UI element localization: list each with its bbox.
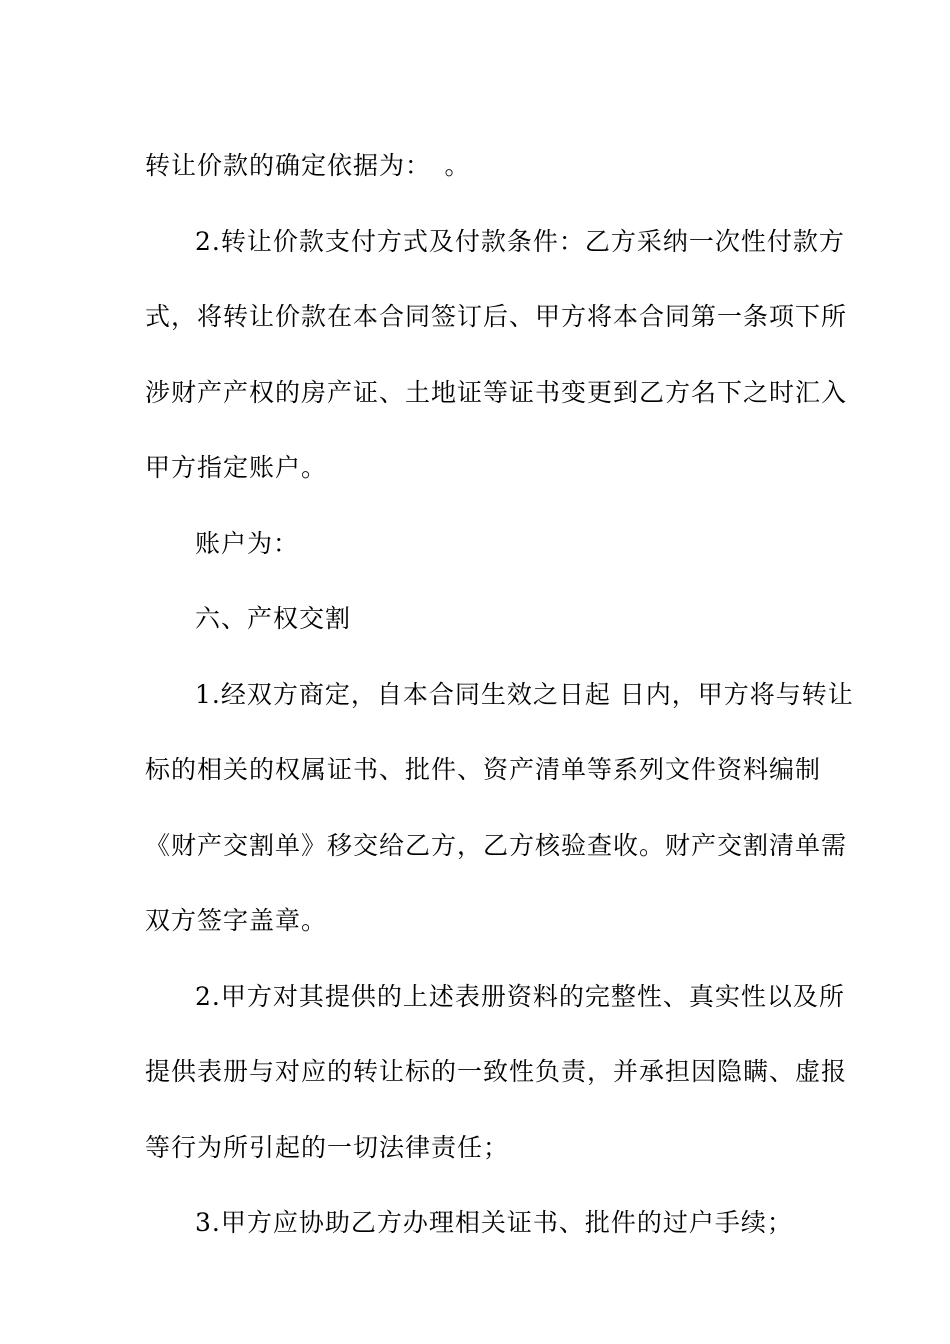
text-line: 涉财产产权的房产证、土地证等证书变更到乙方名下之时汇入 (145, 377, 848, 407)
text-line: 账户为： (195, 528, 300, 558)
text-line: 转让价款的确定依据为： 。 (145, 151, 471, 180)
text-line: 标的相关的权属证书、批件、资产清单等系列文件资料编制 (145, 755, 822, 784)
text-line: 1.经双方商定，自本合同生效之日起 日内，甲方将与转让 (195, 679, 854, 709)
text-line: 提供表册与对应的转让标的一致性负责，并承担因隐瞒、虚报 (145, 1057, 848, 1086)
text-line: 双方签字盖章。 (145, 906, 328, 935)
document-body (145, 128, 854, 1261)
text-line: 甲方指定账户。 (145, 453, 328, 482)
text-line: 3.甲方应协助乙方办理相关证书、批件的过户手续； (195, 1208, 793, 1237)
section-heading: 六、产权交割 (195, 604, 352, 633)
text-line: 《财产交割单》移交给乙方，乙方核验查收。财产交割清单需 (145, 830, 848, 860)
text-line: 等行为所引起的一切法律责任； (145, 1132, 510, 1162)
text-line: 式，将转让价款在本合同签订后、甲方将本合同第一条项下所 (145, 302, 848, 331)
text-line: 2.转让价款支付方式及付款条件：乙方采纳一次性付款方 (195, 226, 845, 256)
text-line: 2.甲方对其提供的上述表册资料的完整性、真实性以及所 (195, 981, 845, 1011)
